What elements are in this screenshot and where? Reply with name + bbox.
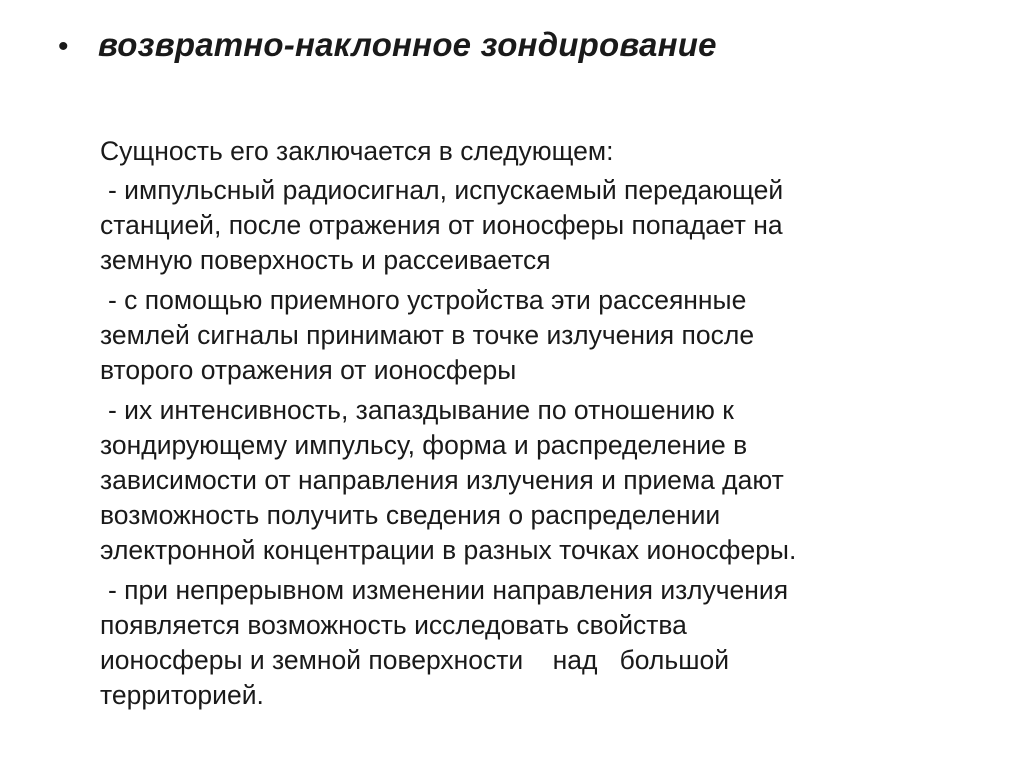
intro-text: Сущность его заключается в следующем: — [100, 136, 614, 166]
text-line: - их интенсивность, запаздывание по отношению к — [108, 395, 734, 425]
list-item — [100, 573, 1000, 713]
text-line: землей сигналы принимают в точке излучения после — [100, 320, 755, 350]
text-line: зондирующему импульсу, форма и распределение в — [100, 430, 748, 460]
text-line: земную поверхность и рассеивается — [100, 245, 551, 275]
text-line: возможность получить сведения о распределении — [100, 500, 721, 530]
text-line: - с помощью приемного устройства эти рассеянные — [108, 285, 747, 315]
text-line: территорией. — [100, 680, 264, 710]
text-line: - импульсный радиосигнал, испускаемый передающей — [108, 175, 784, 205]
bullet-icon: • — [58, 30, 69, 63]
list-item — [100, 283, 1000, 388]
list-item — [100, 173, 1000, 278]
text-line: ионосферы и земной поверхности над большой — [100, 645, 729, 675]
text-line: станцией, после отражения от ионосферы попадает на — [100, 210, 783, 240]
text-line: - при непрерывном изменении направления излучения — [108, 575, 789, 605]
text-line: электронной концентрации в разных точках ионосферы. — [100, 535, 797, 565]
text-line: зависимости от направления излучения и приема дают — [100, 465, 784, 495]
slide-heading: возвратно-наклонное зондирование — [98, 26, 717, 63]
text-line: появляется возможность исследовать свойства — [100, 610, 687, 640]
slide-body — [100, 134, 1000, 718]
text-line: второго отражения от ионосферы — [100, 355, 517, 385]
list-item — [100, 393, 1000, 568]
heading-row — [58, 22, 998, 70]
